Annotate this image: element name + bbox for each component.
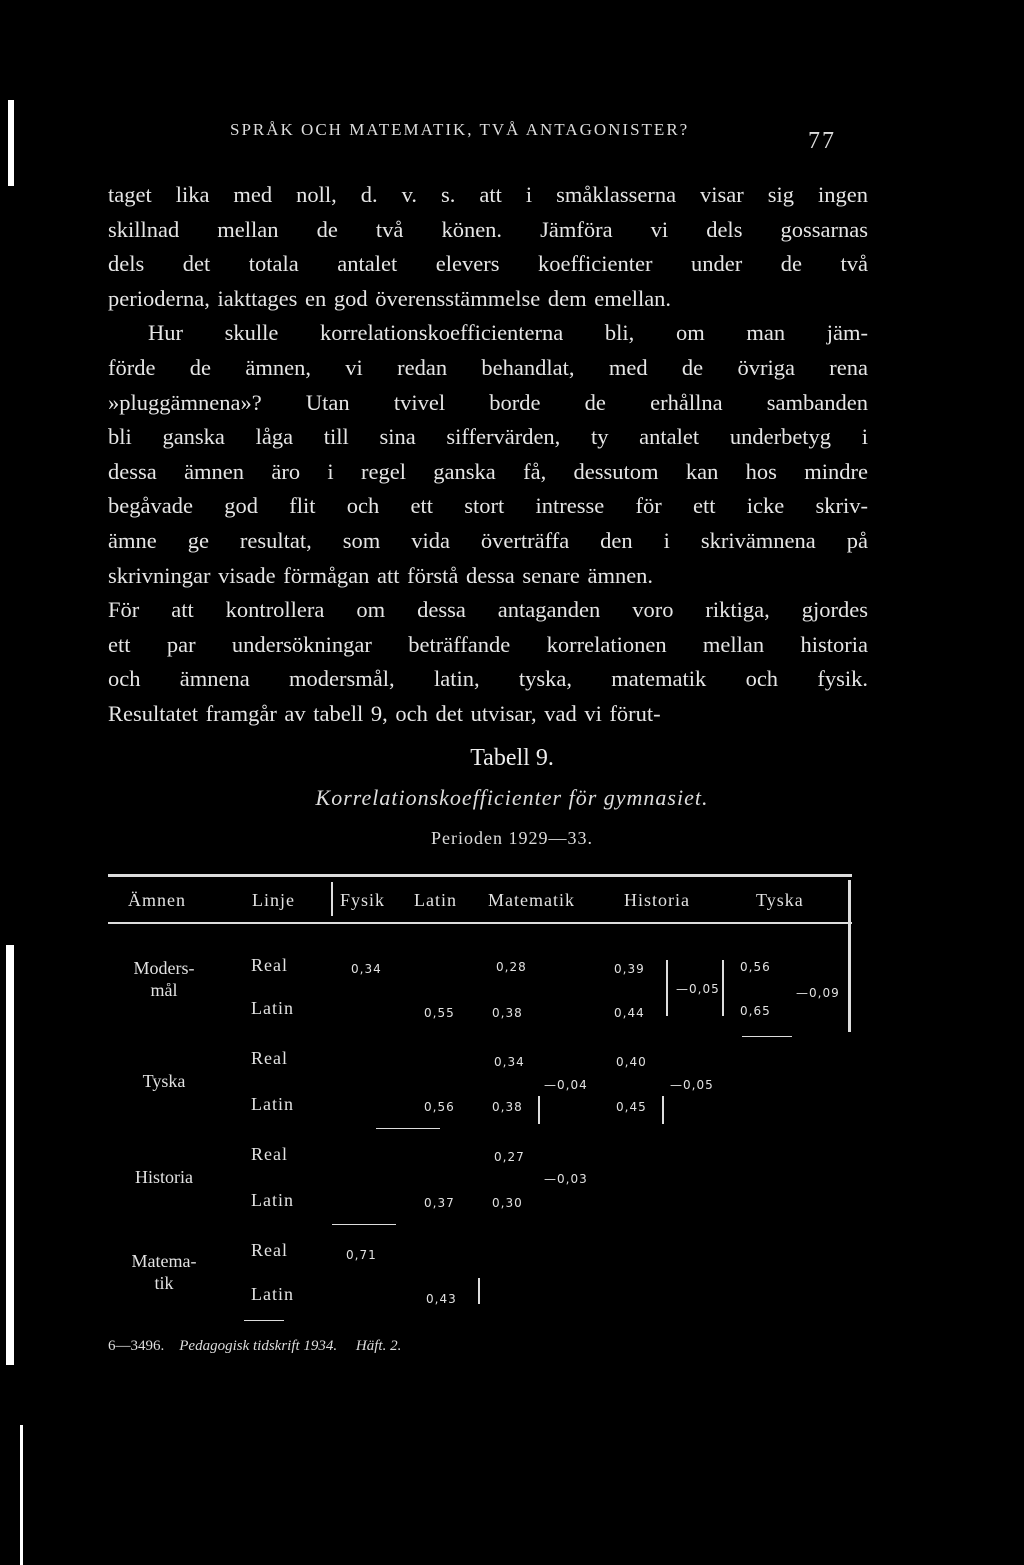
text-line: och ämnena modersmål, latin, tyska, matematik och fysik. — [108, 666, 868, 692]
header-tyska: Tyska — [756, 890, 804, 910]
text-line: »pluggämnena»? Utan tvivel borde de erhållna sambanden — [108, 389, 868, 415]
value-cell: 0,45 — [616, 1100, 647, 1114]
subject-label: tik — [154, 1273, 174, 1293]
value-cell: —0,04 — [544, 1078, 588, 1092]
scan-edge-bottom — [20, 1425, 23, 1565]
value-cell: 0,34 — [351, 962, 382, 976]
subject-label: Matema- — [131, 1251, 197, 1271]
value-cell: 0,39 — [614, 962, 645, 976]
subject-label: mål — [150, 980, 178, 1000]
value-cell: —0,05 — [676, 982, 720, 996]
table-period: Perioden 1929—33. — [431, 828, 593, 848]
value-cell: —0,03 — [544, 1172, 588, 1186]
linje-latin: Latin — [251, 998, 294, 1018]
text-line: perioderna, iakttages en god överensstämmelse dem emellan. — [108, 285, 672, 311]
header-fysik: Fysik — [340, 890, 386, 910]
value-cell: 0,44 — [614, 1006, 645, 1020]
value-cell: 0,30 — [492, 1196, 523, 1210]
bracket-line — [376, 1128, 440, 1129]
text-line: ämne ge resultat, som vida överträffa den i skrivämnena på — [108, 527, 868, 553]
printer-signature: 6—3496. — [108, 1338, 165, 1354]
text-line: taget lika med noll, d. v. s. att i småklasserna visar sig ingen — [108, 182, 868, 207]
text-line: bli ganska låga till sina siffervärden, ty antalet underbetyg i — [108, 424, 868, 450]
table-right-border — [848, 880, 851, 1032]
bracket-line — [244, 1320, 284, 1321]
value-cell: 0,38 — [492, 1100, 523, 1114]
linje-real: Real — [251, 1144, 288, 1164]
header-separator — [331, 882, 333, 916]
value-cell: 0,56 — [424, 1100, 455, 1114]
text-line: Resultatet framgår av tabell 9, och det utvisar, vad vi förut- — [108, 700, 661, 726]
subject-label: Moders- — [133, 958, 195, 978]
value-cell: —0,05 — [670, 1078, 714, 1092]
linje-real: Real — [251, 1240, 288, 1260]
header-linje: Linje — [252, 890, 295, 910]
subject-matematik — [124, 1250, 204, 1294]
value-cell: 0,38 — [492, 1006, 523, 1020]
value-cell: 0,40 — [616, 1055, 647, 1069]
linje-real: Real — [251, 1048, 288, 1068]
table-subtitle: Korrelationskoefficienter för gymnasiet. — [315, 785, 709, 810]
value-cell: —0,09 — [796, 986, 840, 1000]
value-cell: 0,65 — [740, 1004, 771, 1018]
footer — [108, 1338, 401, 1355]
text-line: ett par undersökningar beträffande korrelationen mellan historia — [108, 631, 868, 657]
bracket-line — [742, 1036, 792, 1037]
header-matematik: Matematik — [488, 890, 575, 910]
journal-name: Pedagogisk tidskrift 1934. — [179, 1338, 338, 1354]
value-cell: 0,28 — [496, 960, 527, 974]
value-cell: 0,71 — [346, 1248, 377, 1262]
table-top-rule — [108, 874, 852, 877]
subject-tyska: Tyska — [142, 1071, 186, 1091]
linje-latin: Latin — [251, 1284, 294, 1304]
header-latin: Latin — [414, 890, 457, 910]
linje-latin: Latin — [251, 1094, 294, 1114]
bracket-line — [666, 960, 668, 1016]
subject-historia: Historia — [135, 1167, 193, 1187]
table-title: Tabell 9. — [470, 745, 554, 771]
bracket-line — [538, 1096, 540, 1124]
value-cell: 0,56 — [740, 960, 771, 974]
value-cell: 0,27 — [494, 1150, 525, 1164]
bracket-line — [722, 960, 724, 1016]
text-line: skrivningar visade förmågan att förstå dessa senare ämnen. — [108, 562, 654, 588]
text-line: dels det totala antalet elevers koefficienter under de två — [108, 251, 868, 277]
value-cell: 0,55 — [424, 1006, 455, 1020]
subject-modersmal — [124, 957, 204, 1001]
text-line: skillnad mellan de två könen. Jämföra vi dels gossarnas — [108, 216, 868, 242]
text-line: För att kontrollera om dessa antaganden voro riktiga, gjordes — [108, 597, 868, 623]
bracket-line — [478, 1278, 480, 1304]
bracket-line — [332, 1224, 396, 1225]
header-historia: Historia — [624, 890, 690, 910]
scan-edge-top — [8, 100, 14, 186]
page-number: 77 — [808, 128, 836, 154]
header-amnen: Ämnen — [128, 890, 186, 910]
issue-label: Häft. 2. — [355, 1338, 402, 1354]
table-header-rule — [108, 922, 852, 924]
linje-latin: Latin — [251, 1190, 294, 1210]
body-text — [108, 178, 868, 732]
scan-edge-middle — [6, 945, 14, 1365]
value-cell: 0,43 — [426, 1292, 457, 1306]
bracket-line — [662, 1096, 664, 1124]
value-cell: 0,37 — [424, 1196, 455, 1210]
text-line: dessa ämnen äro i regel ganska få, dessutom kan hos mindre — [108, 458, 868, 484]
value-cell: 0,34 — [494, 1055, 525, 1069]
running-head: SPRÅK OCH MATEMATIK, TVÅ ANTAGONISTER? — [230, 120, 690, 139]
text-line: begåvade god flit och ett stort intresse för ett icke skriv- — [108, 493, 868, 519]
text-line: Hur skulle korrelationskoefficienterna bli, om man jäm- — [148, 320, 868, 346]
text-line: förde de ämnen, vi redan behandlat, med de övriga rena — [108, 354, 868, 380]
linje-real: Real — [251, 955, 288, 975]
